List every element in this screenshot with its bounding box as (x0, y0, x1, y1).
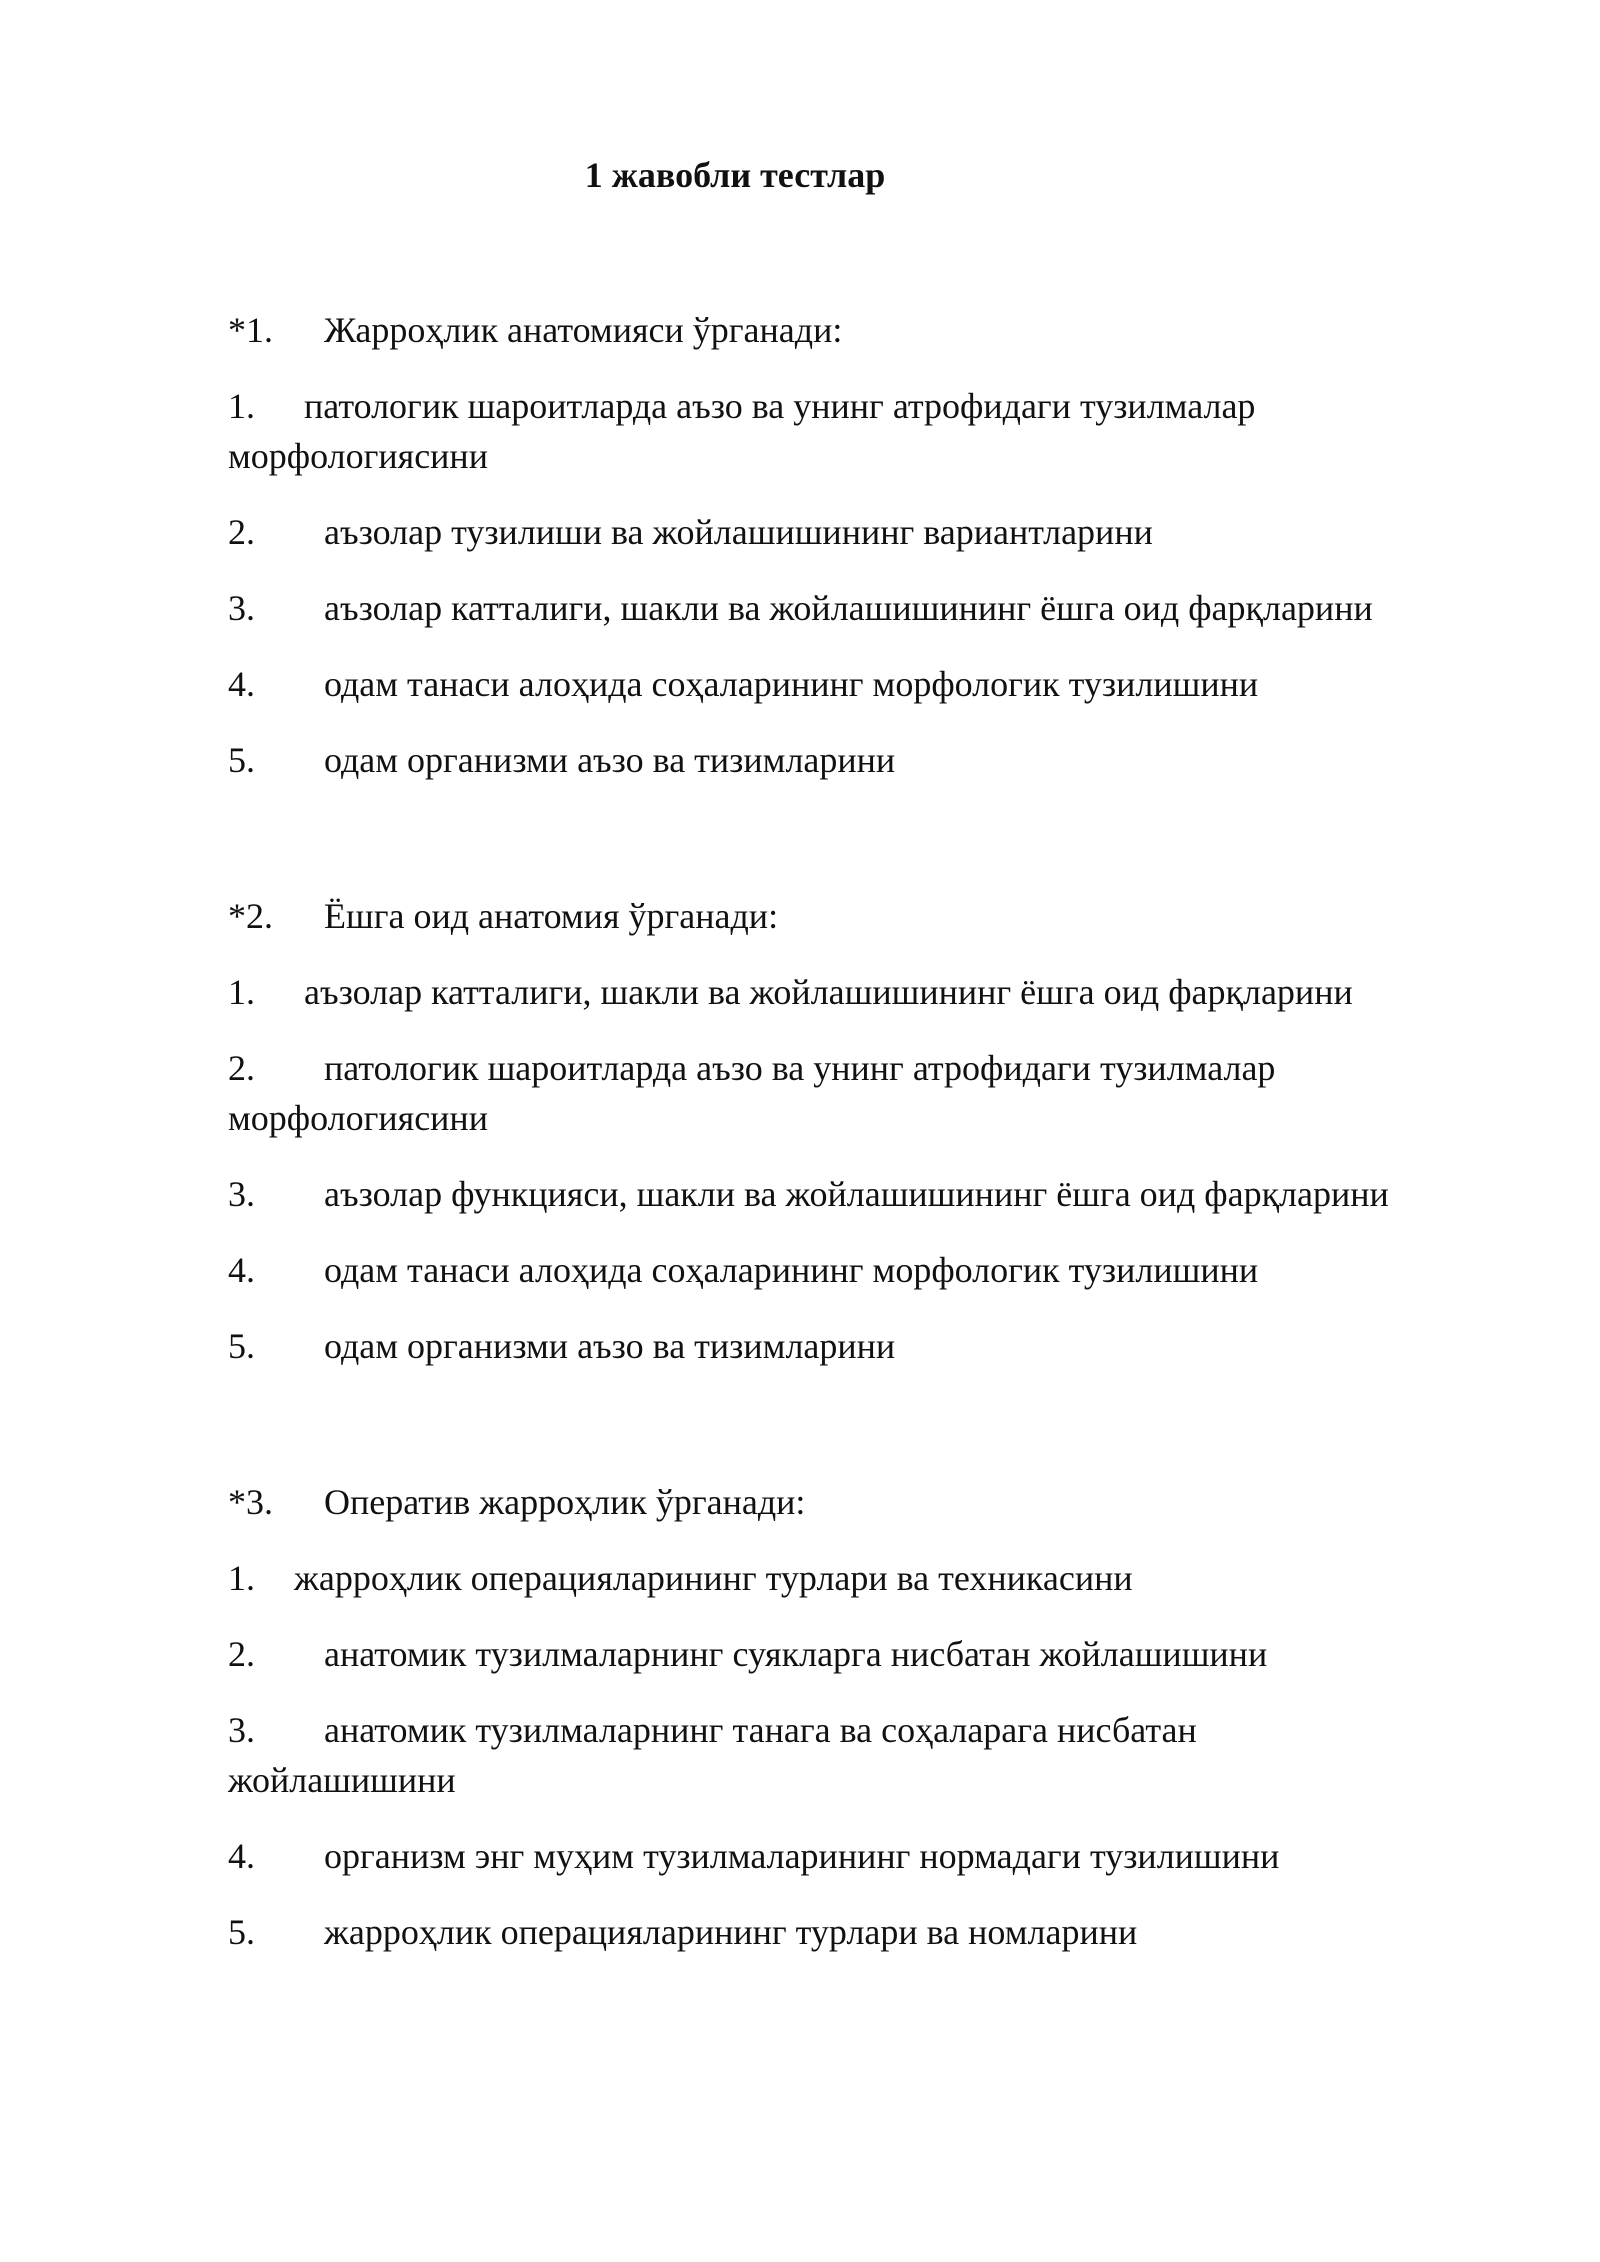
answer-option (228, 507, 1468, 557)
answer-number: 5. (228, 1912, 255, 1952)
question-3 (228, 1477, 1468, 1983)
answer-number: 1. (228, 972, 255, 1012)
answer-number: 2. (228, 1634, 255, 1674)
answer-text: одам танаси алоҳида соҳаларининг морфологик тузилишини (324, 664, 1259, 704)
answer-number: 1. (228, 1558, 255, 1598)
question-text: Ёшга оид анатомия ўрганади: (324, 896, 779, 936)
question-text: Оператив жарроҳлик ўрганади: (324, 1482, 806, 1522)
answer-number: 3. (228, 1174, 255, 1214)
answer-number: 5. (228, 740, 255, 780)
answer-number: 4. (228, 664, 255, 704)
answer-text: одам танаси алоҳида соҳаларининг морфологик тузилишини (324, 1250, 1259, 1290)
answer-number: 5. (228, 1326, 255, 1366)
answer-text-continuation: морфологиясини (228, 1098, 488, 1138)
question-number: *3. (228, 1482, 273, 1522)
answer-option (228, 1321, 1468, 1371)
answer-option (228, 967, 1468, 1017)
answer-text: анатомик тузилмаларнинг суякларга нисбатан жойлашишини (324, 1634, 1268, 1674)
answer-number: 1. (228, 386, 255, 426)
answer-option (228, 1245, 1468, 1295)
answer-option (228, 583, 1468, 633)
answer-text-continuation: морфологиясини (228, 436, 488, 476)
answer-number: 4. (228, 1836, 255, 1876)
answer-text: патологик шароитларда аъзо ва унинг атрофидаги тузилмалар (324, 1048, 1276, 1088)
answer-option (228, 1705, 1468, 1805)
answer-text: жарроҳлик операцияларининг турлари ва номларини (324, 1912, 1138, 1952)
answer-text-continuation: жойлашишини (228, 1760, 456, 1800)
answer-text: анатомик тузилмаларнинг танага ва соҳаларага нисбатан (324, 1710, 1197, 1750)
answer-text: одам организми аъзо ва тизимларини (324, 740, 896, 780)
question-header (228, 305, 1468, 355)
question-1 (228, 305, 1468, 811)
answer-text: патологик шароитларда аъзо ва унинг атрофидаги тузилмалар (304, 386, 1256, 426)
answer-option (228, 1043, 1468, 1143)
question-header (228, 1477, 1468, 1527)
question-number: *1. (228, 310, 273, 350)
answer-option (228, 381, 1468, 481)
answer-number: 3. (228, 588, 255, 628)
answer-text: аъзолар катталиги, шакли ва жойлашишининг ёшга оид фарқларини (304, 972, 1353, 1012)
document-title: 1 жавобли тестлар (584, 155, 886, 195)
answer-number: 4. (228, 1250, 255, 1290)
question-text: Жарроҳлик анатомияси ўрганади: (324, 310, 843, 350)
answer-text: аъзолар катталиги, шакли ва жойлашишининг ёшга оид фарқларини (324, 588, 1373, 628)
answer-number: 2. (228, 512, 255, 552)
answer-text: организм энг муҳим тузилмаларининг нормадаги тузилишини (324, 1836, 1280, 1876)
answer-option (228, 1169, 1468, 1219)
answer-option (228, 1907, 1468, 1957)
question-header (228, 891, 1468, 941)
answer-option (228, 735, 1468, 785)
question-number: *2. (228, 896, 273, 936)
answer-option (228, 659, 1468, 709)
answer-number: 2. (228, 1048, 255, 1088)
answer-option (228, 1629, 1468, 1679)
answer-text: одам организми аъзо ва тизимларини (324, 1326, 896, 1366)
answer-text: аъзолар тузилиши ва жойлашишининг вариантларини (324, 512, 1153, 552)
answer-number: 3. (228, 1710, 255, 1750)
question-2 (228, 891, 1468, 1397)
answer-text: жарроҳлик операцияларининг турлари ва техникасини (294, 1558, 1133, 1598)
answer-option (228, 1831, 1468, 1881)
answer-text: аъзолар функцияси, шакли ва жойлашишининг ёшга оид фарқларини (324, 1174, 1389, 1214)
answer-option (228, 1553, 1468, 1603)
